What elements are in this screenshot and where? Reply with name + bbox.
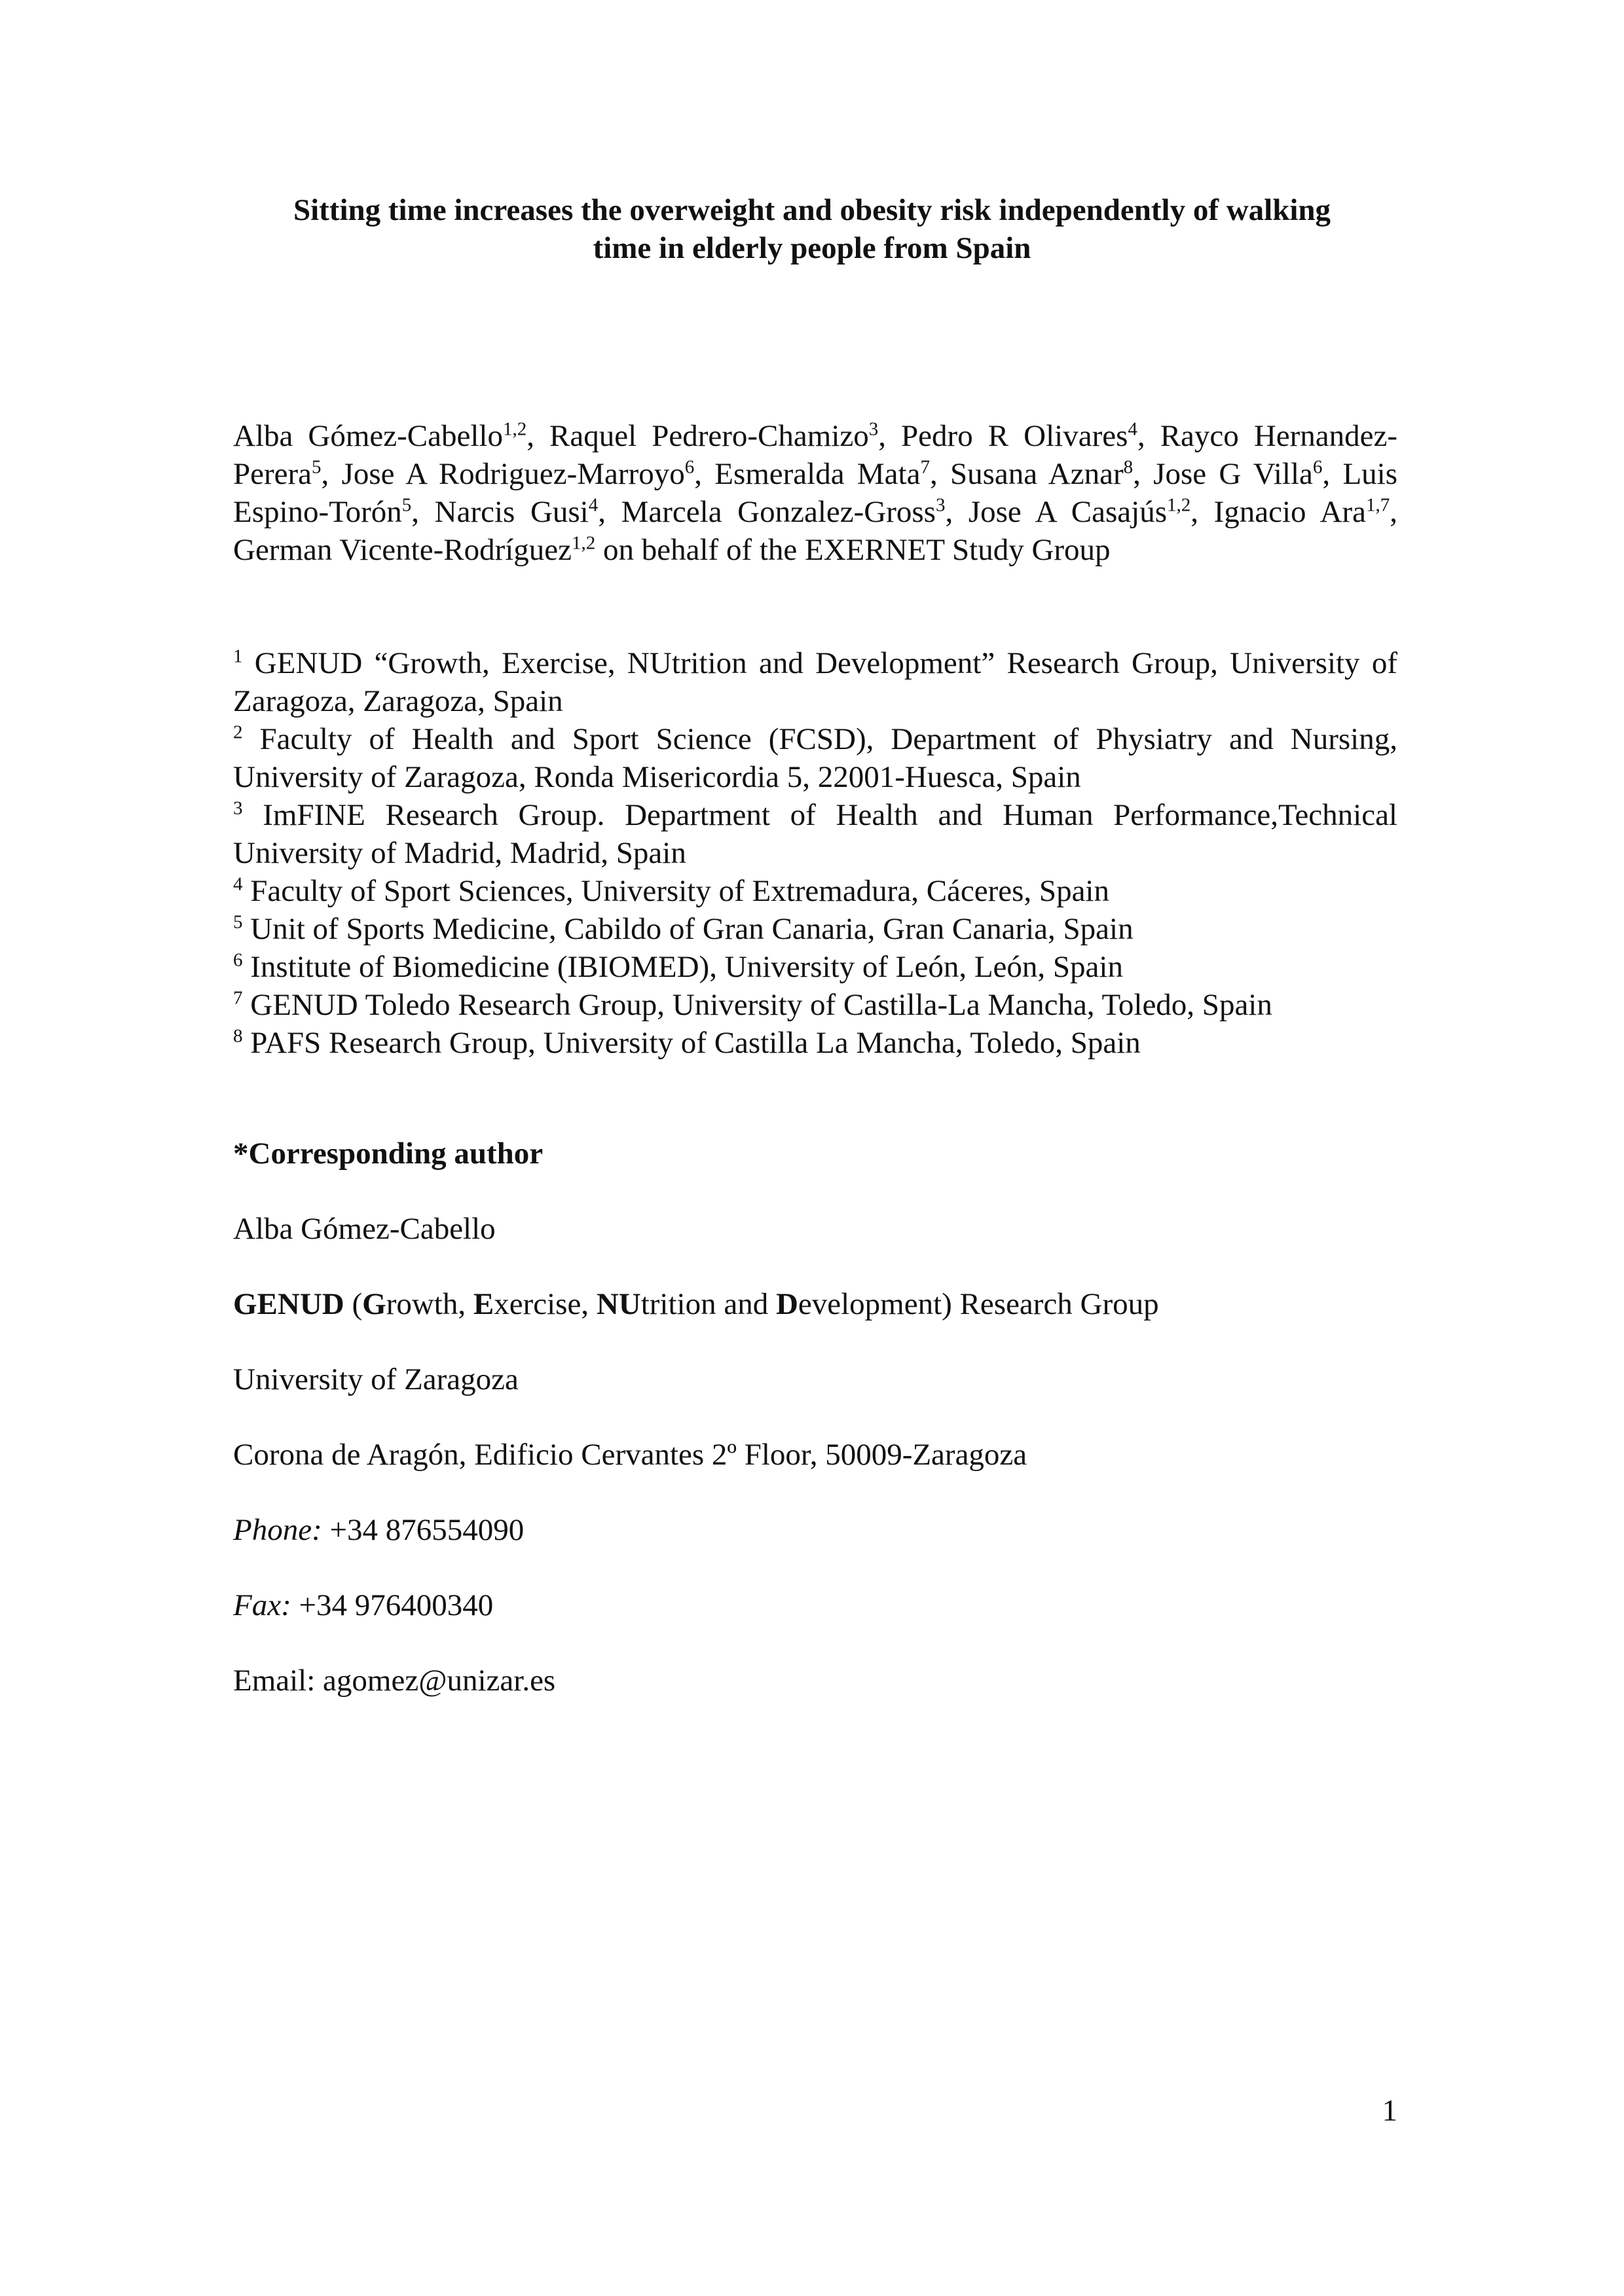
affiliation-list	[233, 644, 1397, 1062]
author: Alba Gómez-Cabello$^{1,2}$,	[233, 418, 550, 453]
paper-title	[216, 191, 1408, 267]
author: Rayco Hernandez-Perera$^5$,	[233, 419, 1398, 491]
corresponding-author-phone: Phone: +34 876554090	[233, 1513, 525, 1547]
corresponding-author-group: GENUD (Growth, Exercise, NUtrition and Development) Research Group	[233, 1287, 1159, 1321]
affiliation: $^5$ Unit of Sports Medicine, Cabildo of Gran Canaria, Gran Canaria, Spain	[233, 911, 1134, 946]
corresponding-author-address: Corona de Aragón, Edificio Cervantes 2º Floor, 50009-Zaragoza	[233, 1438, 1027, 1472]
affiliation: $^7$ GENUD Toledo Research Group, University of Castilla-La Mancha, Toledo, Spain	[233, 987, 1272, 1022]
author-list	[233, 417, 1397, 569]
author: Luis Espino-Torón$^5$,	[233, 457, 1397, 529]
corresponding-author-fax: Fax: +34 976400340	[233, 1588, 494, 1622]
title-line-2: time in elderly people from Spain	[593, 231, 1031, 265]
author: Raquel Pedrero-Chamizo$^3$,	[549, 418, 902, 453]
corresponding-author-name: Alba Gómez-Cabello	[233, 1212, 496, 1246]
author: Ignacio Ara$^{1,7}$,	[1213, 494, 1398, 529]
author: Marcela Gonzalez-Gross$^3$,	[621, 494, 969, 529]
page-number: 1	[1382, 2094, 1397, 2128]
affiliation: $^2$ Faculty of Health and Sport Science (FCSD), Department of Physiatry and Nursing, University of Zaragoza, Ronda Misericordia 5, 22001-Huesca, Spain	[233, 721, 1397, 794]
author: Jose A Rodriguez-Marroyo$^6$,	[341, 456, 715, 491]
affiliation: $^3$ ImFINE Research Group. Department of Health and Human Performance,Technical University of Madrid, Madrid, Spain	[233, 797, 1397, 870]
affiliation: $^8$ PAFS Research Group, University of Castilla La Mancha, Toledo, Spain	[233, 1025, 1141, 1060]
affiliation: $^1$ GENUD “Growth, Exercise, NUtrition and Development” Research Group, University of Zaragoza, Zaragoza, Spain	[233, 646, 1397, 718]
corresponding-author-university: University of Zaragoza	[233, 1362, 519, 1396]
author: Jose G Villa$^6$,	[1153, 456, 1343, 491]
author: German Vicente-Rodríguez$^{1,2}$	[233, 532, 596, 567]
corresponding-author-email: Email: agomez@unizar.es	[233, 1664, 556, 1698]
affiliation: $^4$ Faculty of Sport Sciences, University of Extremadura, Cáceres, Spain	[233, 873, 1109, 908]
author: Esmeralda Mata$^7$,	[714, 456, 950, 491]
affiliation: $^6$ Institute of Biomedicine (IBIOMED), University of León, León, Spain	[233, 949, 1123, 984]
author: Narcis Gusi$^4$,	[434, 494, 621, 529]
author: Susana Aznar$^8$,	[950, 456, 1154, 491]
author: Pedro R Olivares$^4$,	[901, 418, 1160, 453]
title-line-1: Sitting time increases the overweight and obesity risk independently of walking	[293, 193, 1331, 227]
corresponding-author-heading: *Corresponding author	[233, 1137, 544, 1171]
author: Jose A Casajús$^{1,2}$,	[968, 494, 1214, 529]
authors-suffix: on behalf of the EXERNET Study Group	[603, 533, 1111, 567]
